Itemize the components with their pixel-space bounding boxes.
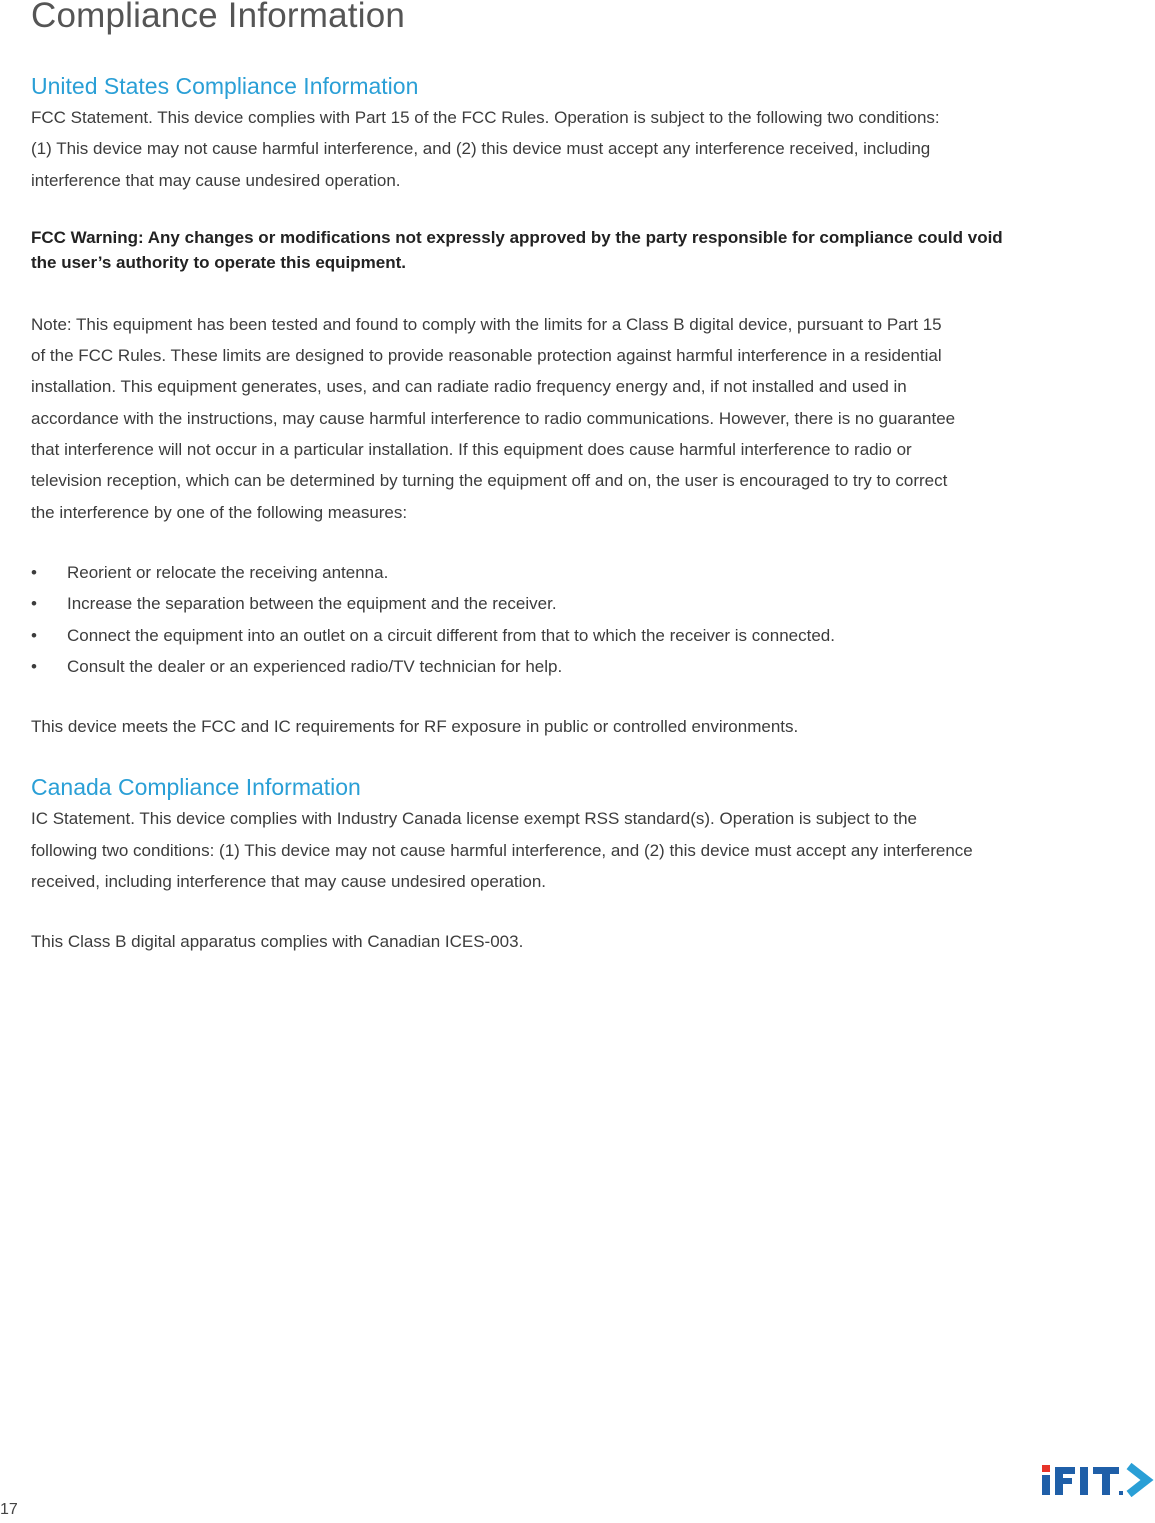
- ic-statement-line: IC Statement. This device complies with Industry Canada license exempt RSS standard(s). Operation is subject to the: [31, 809, 917, 829]
- compliance-page: [31, 0, 1149, 958]
- logo-i-dot: [1042, 1465, 1050, 1472]
- list-item-text: Connect the equipment into an outlet on a circuit different from that to which the receiver is connected.: [67, 625, 835, 645]
- list-item: [31, 557, 1149, 588]
- logo-i2-stem: [1080, 1467, 1088, 1495]
- us-compliance-section: [31, 70, 1149, 742]
- list-item-text: Increase the separation between the equipment and the receiver.: [67, 594, 557, 614]
- list-item: [31, 651, 1149, 682]
- bullet-icon: •: [31, 594, 37, 614]
- list-item-text: Reorient or relocate the receiving antenna.: [67, 562, 389, 582]
- logo-dot: [1119, 1491, 1123, 1495]
- fcc-warning-line: FCC Warning: Any changes or modifications not expressly approved by the party responsible for compliance could void: [31, 227, 1003, 247]
- note-line: accordance with the instructions, may cause harmful interference to radio communications. However, there is no guarantee: [31, 408, 956, 428]
- fcc-warning-line: the user’s authority to operate this equipment.: [31, 252, 406, 272]
- logo-f-mid: [1055, 1478, 1072, 1484]
- fcc-statement: [31, 102, 1149, 196]
- note-line: installation. This equipment generates, uses, and can radiate radio frequency energy and, if not installed and used in: [31, 377, 907, 397]
- note-line: Note: This equipment has been tested and found to comply with the limits for a Class B digital device, pursuant to Part 15: [31, 314, 942, 334]
- ic-statement-line: received, including interference that may cause undesired operation.: [31, 872, 547, 892]
- fcc-statement-line: interference that may cause undesired operation.: [31, 170, 401, 190]
- interference-measures-list: [31, 557, 1149, 682]
- canada-section-heading: Canada Compliance Information: [31, 774, 361, 801]
- fcc-statement-line: (1) This device may not cause harmful interference, and (2) this device must accept any interference received, including: [31, 139, 931, 159]
- logo-t-stem: [1102, 1467, 1110, 1495]
- fcc-warning: [31, 225, 1149, 275]
- ic-statement-line: following two conditions: (1) This device may not cause harmful interference, and (2) this device must accept any interference: [31, 840, 973, 860]
- note-line: that interference will not occur in a particular installation. If this equipment does cause harmful interference to radio or: [31, 440, 912, 460]
- logo-chevron-icon: [1129, 1466, 1147, 1494]
- bullet-icon: •: [31, 625, 37, 645]
- page-number: 17: [0, 1501, 18, 1518]
- note-line: the interference by one of the following measures:: [31, 502, 408, 522]
- note-line: of the FCC Rules. These limits are designed to provide reasonable protection against harmful interference in a residential: [31, 346, 942, 366]
- note-line: television reception, which can be determined by turning the equipment off and on, the user is encouraged to try to correct: [31, 471, 948, 491]
- list-item: [31, 620, 1149, 651]
- ic-statement: [31, 803, 1149, 897]
- us-section-heading: United States Compliance Information: [31, 73, 419, 99]
- fcc-statement-line: FCC Statement. This device complies with Part 15 of the FCC Rules. Operation is subject to the following two conditions:: [31, 108, 940, 127]
- bullet-icon: •: [31, 562, 37, 582]
- rf-exposure-statement: This device meets the FCC and IC requirements for RF exposure in public or controlled environments.: [31, 717, 799, 737]
- fcc-note: [31, 309, 1149, 528]
- list-item: [31, 588, 1149, 619]
- list-item-text: Consult the dealer or an experienced radio/TV technician for help.: [67, 656, 563, 676]
- ices-statement: This Class B digital apparatus complies with Canadian ICES-003.: [31, 932, 524, 952]
- canada-compliance-section: [31, 771, 1149, 957]
- ifit-logo: [1040, 1461, 1155, 1497]
- bullet-icon: •: [31, 656, 37, 676]
- page-title: Compliance Information: [31, 0, 406, 35]
- logo-f-top: [1055, 1467, 1075, 1474]
- logo-i-stem: [1042, 1475, 1050, 1495]
